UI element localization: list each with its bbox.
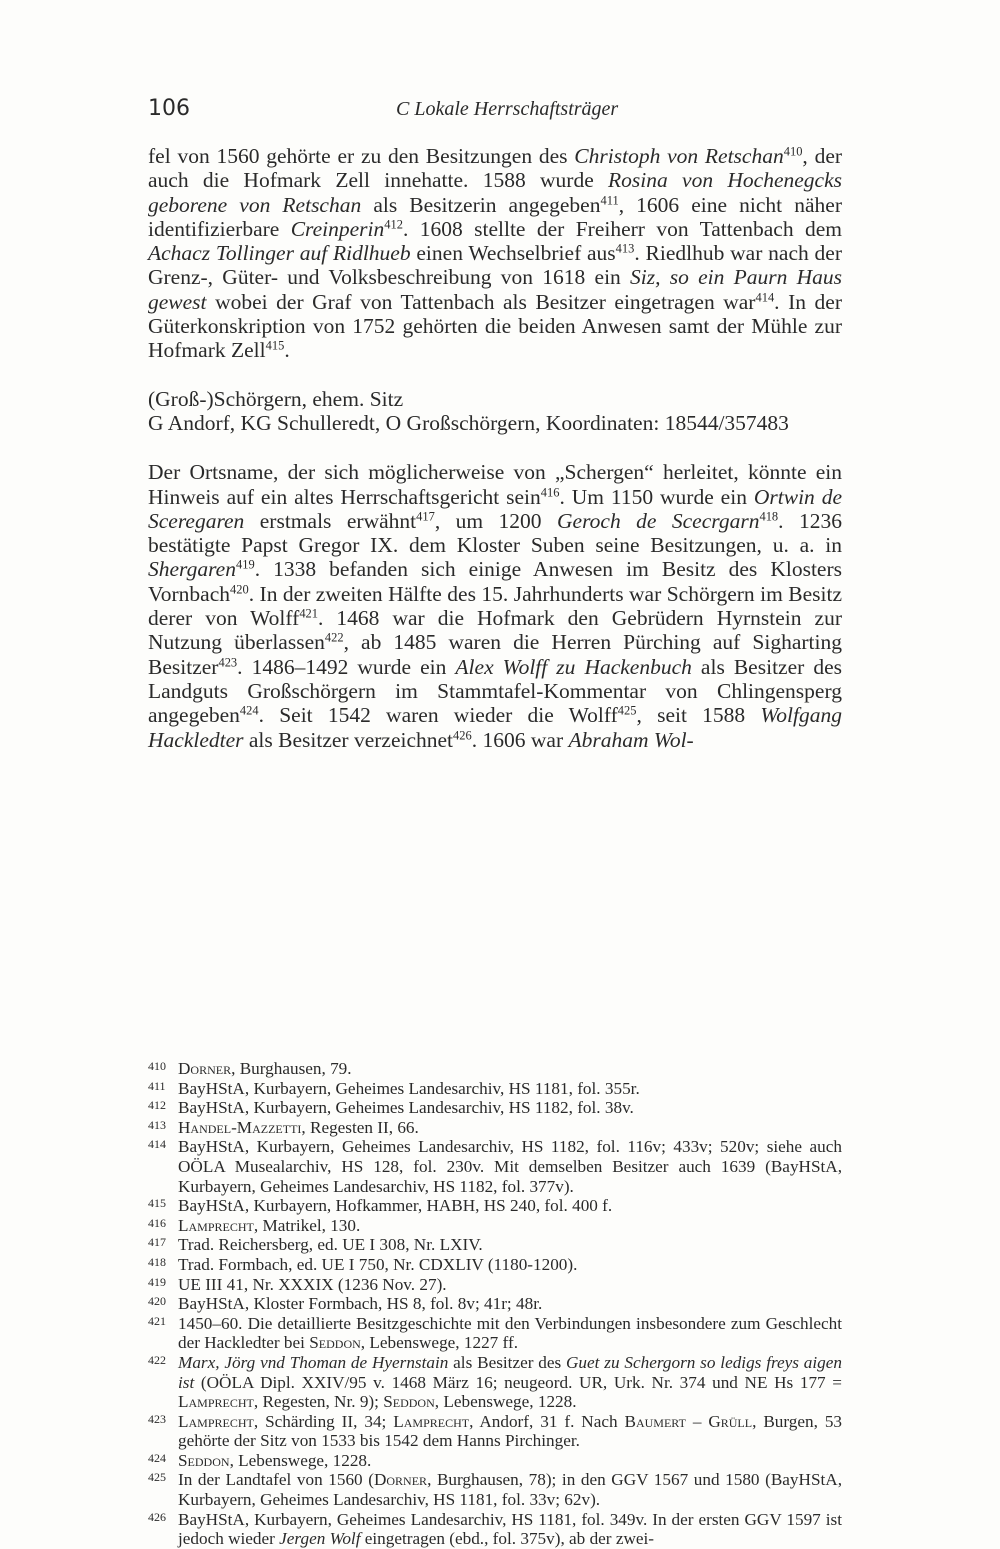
page-number: 106 xyxy=(148,96,190,121)
quote-italic: Siz, so ein Paurn Haus gewest xyxy=(148,265,842,314)
footnote-414 xyxy=(148,1137,842,1196)
footnote-marker: 423 xyxy=(148,1411,166,1426)
text-run: , um 1200 xyxy=(434,508,558,533)
blank-line xyxy=(148,435,842,460)
footnote-ref: 419 xyxy=(235,557,255,572)
name-italic: Alex Wolff zu Hackenbuch xyxy=(455,654,692,679)
footnote-text: BayHStA, Kurbayern, Geheimes Landesarchiv, HS 1182, fol. 38v. xyxy=(178,1098,634,1118)
author-smallcaps: Lamprecht xyxy=(178,1411,254,1431)
text-run: als Besitzer des Landguts Großschörgern im Stammtafel-Kommentar von Chlingensperg angegeben xyxy=(148,654,842,728)
footnote-text: Trad. Reichersberg, ed. UE I 308, Nr. LXIV. xyxy=(178,1235,483,1255)
footnote-text: eingetragen (ebd., fol. 375v), ab der zwei- xyxy=(360,1529,654,1549)
footnote-text: , Regesten, Nr. 9); xyxy=(253,1392,384,1412)
text-run: . Um 1150 wurde ein xyxy=(559,484,754,509)
footnote-marker: 425 xyxy=(148,1470,166,1485)
author-smallcaps: Seddon xyxy=(309,1333,361,1353)
text-run: . In der Güterkonskription von 1752 gehörten die beiden Anwesen samt der Mühle zur Hofmark Zell xyxy=(148,289,842,363)
footnote-text: BayHStA, Kloster Formbach, HS 8, fol. 8v; 41r; 48r. xyxy=(178,1294,543,1314)
text-run: . In der zweiten Hälfte des 15. Jahrhunderts war Schörgern im Besitz derer von Wolff xyxy=(148,581,842,631)
entry-heading-location: G Andorf, KG Schulleredt, O Großschörgern, Koordinaten: 18544/357483 xyxy=(148,410,789,435)
footnote-marker: 415 xyxy=(148,1196,166,1211)
text-run: . Riedlhub war nach der Grenz-, Güter- und Volksbeschreibung von 1618 ein xyxy=(148,241,842,290)
footnote-text: BayHStA, Kurbayern, Geheimes Landesarchiv, HS 1181, fol. 355r. xyxy=(178,1078,640,1098)
footnote-426 xyxy=(148,1510,842,1549)
text-run: , 1606 eine nicht näher identifizierbare xyxy=(148,192,842,241)
footnote-text: , Regesten II, 66. xyxy=(301,1117,419,1137)
footnote-415 xyxy=(148,1196,842,1216)
footnote-marker: 416 xyxy=(148,1215,166,1230)
text-run: Der Ortsname, der sich möglicherweise von „Schergen“ herleitet, könnte ein Hinweis auf ein altes Herrschaftsgericht sein xyxy=(148,460,842,509)
page-header xyxy=(148,96,842,132)
text-run: , ab 1485 waren die Herren Pürching auf Sigharting Besitzer xyxy=(148,630,842,679)
name-italic: Creinperin xyxy=(290,216,385,241)
footnote-text: (OÖLA Dipl. XXIV/95 v. 1468 März 16; neugeord. UR, Urk. Nr. 374 und NE Hs 177 = xyxy=(194,1372,842,1392)
footnote-text: , Burghausen, 79. xyxy=(231,1059,352,1078)
text-run: . Seit 1542 waren wieder die Wolff xyxy=(258,703,618,728)
footnote-text: UE III 41, Nr. XXXIX (1236 Nov. 27). xyxy=(178,1274,447,1294)
name-italic: Marx, Jörg vnd Thoman de Hyernstain xyxy=(178,1352,449,1372)
footnote-text: 1450–60. Die detaillierte Besitzgeschichte mit den Verbindungen insbesondere zum Geschlecht der Hackledter bei xyxy=(178,1313,842,1353)
footnote-marker: 424 xyxy=(148,1450,166,1465)
footnote-412 xyxy=(148,1098,842,1118)
author-smallcaps: Lamprecht xyxy=(178,1215,254,1235)
footnote-421 xyxy=(148,1314,842,1353)
name-italic: Jergen Wolf xyxy=(279,1529,361,1549)
footnote-marker: 412 xyxy=(148,1098,166,1113)
name-italic: Shergaren xyxy=(148,557,236,582)
footnote-text: als Besitzer des xyxy=(448,1352,567,1372)
footnote-text: , Matrikel, 130. xyxy=(253,1215,361,1235)
footnote-ref: 422 xyxy=(324,630,344,645)
footnote-text: , Andorf, 31 f. Nach xyxy=(469,1411,625,1431)
text-run: erstmals erwähnt xyxy=(244,508,417,533)
footnote-ref: 420 xyxy=(230,582,249,597)
text-run: wobei der Graf von Tattenbach als Besitzer eingetragen war xyxy=(206,289,756,314)
footnote-marker: 414 xyxy=(148,1137,166,1152)
name-italic: Christoph von Retschan xyxy=(574,144,784,168)
text-run: fel von 1560 gehörte er zu den Besitzungen des xyxy=(148,144,575,168)
text-run: . 1236 bestätigte Papst Gregor IX. dem Kloster Suben seine Besitzungen, u. a. in xyxy=(148,508,842,558)
footnote-text: , Burghausen, 78); in den GGV 1567 und 1580 (BayHStA, Kurbayern, Geheimes Landesarchiv, HS 1181, fol. 33v; 62v). xyxy=(178,1470,842,1510)
footnote-marker: 413 xyxy=(148,1117,166,1132)
footnote-text: BayHStA, Kurbayern, Hofkammer, HABH, HS 240, fol. 400 f. xyxy=(178,1196,613,1216)
author-smallcaps: Seddon xyxy=(383,1392,435,1412)
footnote-418 xyxy=(148,1255,842,1275)
footnote-text: , Burgen, 53 gehörte der Sitz von 1533 bis 1542 dem Hanns Pirchinger. xyxy=(178,1411,843,1451)
footnote-420 xyxy=(148,1294,842,1314)
footnote-text: BayHStA, Kurbayern, Geheimes Landesarchiv, HS 1181, fol. 349v. In der ersten GGV 1597 ist jedoch wieder xyxy=(178,1509,842,1549)
footnote-marker: 411 xyxy=(148,1078,166,1093)
footnote-411 xyxy=(148,1079,842,1099)
footnote-ref: 411 xyxy=(600,192,619,207)
footnote-ref: 424 xyxy=(239,703,259,718)
footnote-ref: 421 xyxy=(299,606,319,621)
author-smallcaps: Dorner xyxy=(178,1059,232,1078)
footnote-text: In der Landtafel von 1560 ( xyxy=(178,1470,374,1490)
text-run: einen Wechselbrief aus xyxy=(410,241,616,266)
footnote-ref: 413 xyxy=(615,241,635,256)
author-smallcaps: Dorner xyxy=(373,1470,428,1490)
footnote-text: BayHStA, Kurbayern, Geheimes Landesarchiv, HS 1182, fol. 116v; 433v; 520v; siehe auch OÖLA Musealarchiv, HS 128, fol. 230v. Mit demselben Besitzer auch 1639 (BayHStA, Kurbayern, Geheimes Landesarchiv, HS 1182, fol. 377v). xyxy=(178,1137,842,1196)
name-italic: Wolfgang Hackledter xyxy=(148,703,842,752)
footnote-423 xyxy=(148,1412,842,1451)
footnote-marker: 426 xyxy=(148,1509,166,1524)
footnote-marker: 418 xyxy=(148,1254,166,1269)
footnote-text: , Schärding II, 34; xyxy=(253,1411,394,1431)
footnote-419 xyxy=(148,1275,842,1295)
footnote-ref: 426 xyxy=(453,727,472,742)
name-italic: Achacz Tollinger auf Ridlhueb xyxy=(148,241,411,266)
footnote-marker: 420 xyxy=(148,1294,166,1309)
footnote-marker: 421 xyxy=(148,1313,166,1328)
footnote-marker: 417 xyxy=(148,1235,166,1250)
footnote-text: , Lebenswege, 1228. xyxy=(229,1450,372,1470)
name-italic: Geroch de Scecrgarn xyxy=(557,508,760,533)
footnote-ref: 416 xyxy=(540,484,560,499)
footnote-ref: 423 xyxy=(218,654,238,669)
text-run: als Besitzerin angegeben xyxy=(361,192,601,217)
text-run: , seit 1588 xyxy=(636,703,761,728)
footnote-text: , Lebenswege, 1227 ff. xyxy=(360,1333,518,1353)
footnotes xyxy=(148,1059,842,1549)
footnote-marker: 422 xyxy=(148,1352,166,1367)
running-title: C Lokale Herrschaftsträger xyxy=(396,98,619,120)
name-italic: Abraham Wol- xyxy=(568,727,694,752)
author-smallcaps: Lamprecht xyxy=(393,1411,470,1431)
footnote-text: Trad. Formbach, ed. UE I 750, Nr. CDXLIV (1180-1200). xyxy=(178,1254,578,1274)
footnote-ref: 410 xyxy=(783,144,803,159)
text-run: . 1486–1492 wurde ein xyxy=(237,654,456,679)
footnote-425 xyxy=(148,1470,842,1509)
footnote-ref: 415 xyxy=(265,338,285,353)
footnote-marker: 419 xyxy=(148,1274,166,1289)
footnote-413 xyxy=(148,1118,842,1138)
quote-italic: Guet zu Schergorn so ledigs freys aigen ist xyxy=(178,1352,842,1392)
author-smallcaps: Seddon xyxy=(178,1450,230,1470)
footnote-ref: 412 xyxy=(384,217,403,232)
text-run: . 1338 befanden sich einige Anwesen im Besitz des Klosters Vornbach xyxy=(148,557,842,606)
name-italic: Rosina von Hochenegcks geborene von Retschan xyxy=(148,168,842,217)
footnote-424 xyxy=(148,1451,842,1471)
footnote-ref: 418 xyxy=(759,509,779,524)
footnote-416 xyxy=(148,1216,842,1236)
main-text xyxy=(148,144,842,752)
text-run: , der auch die Hofmark Zell innehatte. 1588 wurde xyxy=(148,144,843,193)
author-smallcaps: Handel-Mazzetti xyxy=(178,1117,302,1137)
text-run: . 1606 war xyxy=(471,727,569,752)
footnote-422 xyxy=(148,1353,842,1412)
paragraph-riedlhub xyxy=(148,144,842,363)
text-run: . xyxy=(284,338,290,363)
text-run: . 1608 stellte der Freiherr von Tattenbach dem xyxy=(402,216,842,241)
footnote-417 xyxy=(148,1235,842,1255)
name-italic: Ortwin de Sceregaren xyxy=(148,484,842,533)
footnote-ref: 414 xyxy=(755,290,775,305)
footnote-ref: 417 xyxy=(416,509,435,524)
footnote-text: , Lebenswege, 1228. xyxy=(434,1392,577,1412)
entry-heading-title: (Groß-)Schörgern, ehem. Sitz xyxy=(148,386,404,411)
paragraph-schoergern xyxy=(148,460,842,752)
author-smallcaps: Lamprecht xyxy=(178,1392,254,1412)
text-run: . 1468 war die Hofmark den Gebrüdern Hyrnstein zur Nutzung überlassen xyxy=(148,606,842,655)
footnote-ref: 425 xyxy=(617,703,637,718)
footnote-410 xyxy=(148,1059,842,1079)
text-run: als Besitzer verzeichnet xyxy=(243,727,454,752)
author-smallcaps: Baumert – Grüll xyxy=(624,1411,753,1431)
blank-line xyxy=(148,363,842,387)
footnote-marker: 410 xyxy=(148,1059,166,1073)
